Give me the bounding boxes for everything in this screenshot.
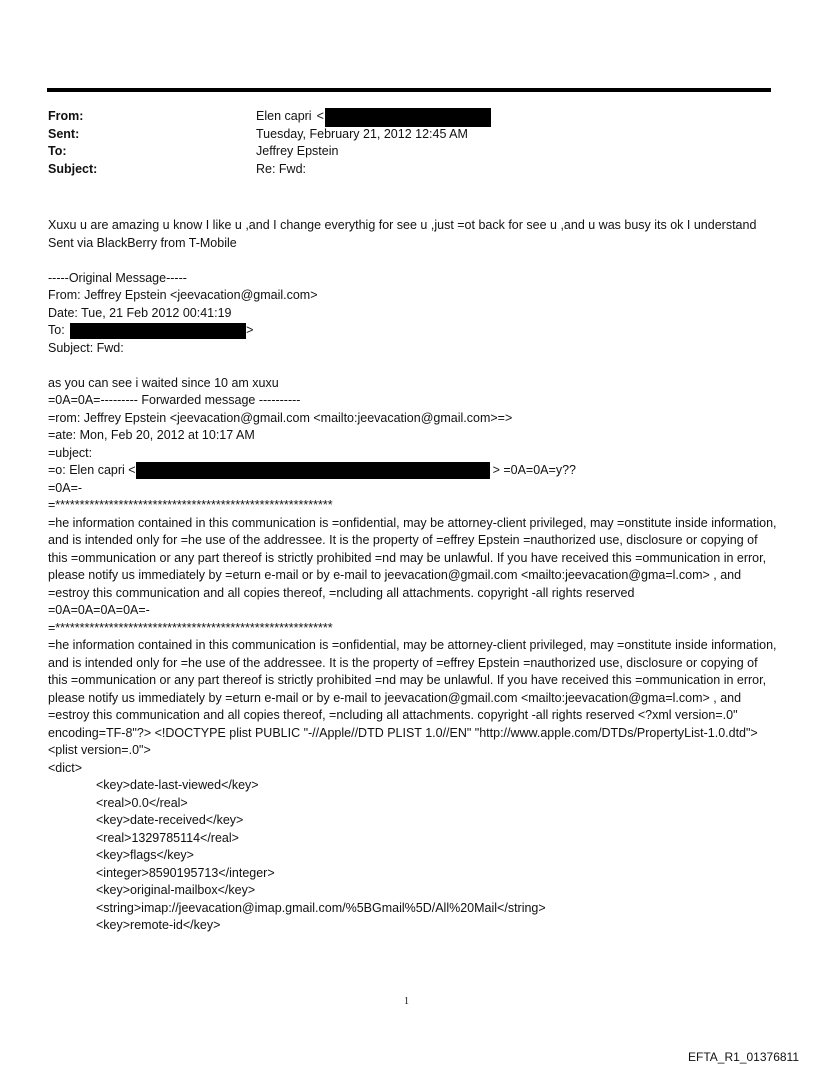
forward-line: =0A=0A=--------- Forwarded message ---------- (48, 393, 301, 407)
redaction-box (70, 323, 246, 339)
forward-to-line (48, 462, 778, 480)
subject-row (48, 161, 491, 179)
forward-line: =rom: Jeffrey Epstein <jeevacation@gmail.com <mailto:jeevacation@gmail.com>=> (48, 410, 513, 425)
plist-line: <key>date-received</key> (96, 813, 244, 827)
separator-line: =0A=0A=0A=0A=- (48, 603, 150, 617)
forward-line: =ate: Mon, Feb 20, 2012 at 10:17 AM (48, 428, 255, 442)
sent-value: Tuesday, February 21, 2012 12:45 AM (256, 126, 468, 141)
email-header (48, 108, 491, 178)
reply-body: Xuxu u are amazing u know I like u ,and I change everythig for see u ,just =ot back for see u ,and u was busy its ok I understand Sent via BlackBerry from T-Mobile (48, 218, 757, 250)
plist-line: <key>flags</key> (96, 848, 194, 862)
redaction-box (136, 462, 490, 479)
email-body (48, 217, 778, 935)
plist-line: <string>imap://jeevacation@imap.gmail.com/%5BGmail%5D/All%20Mail</string> (96, 900, 546, 915)
plist-line: <key>remote-id</key> (96, 918, 221, 932)
plist-line: <key>date-last-viewed</key> (96, 778, 259, 792)
sent-row (48, 126, 491, 144)
header-rule (47, 88, 771, 92)
plist-line: <key>original-mailbox</key> (96, 883, 256, 897)
original-to-suffix: > (246, 323, 254, 337)
dict-open: <dict> (48, 760, 83, 775)
star-separator: =********************************************************* (48, 498, 333, 512)
forward-to-suffix: > =0A=0A=y?? (492, 463, 576, 477)
to-label: To: (48, 144, 67, 158)
star-separator: =********************************************************* (48, 620, 333, 635)
original-to (48, 322, 778, 340)
plist-line: <integer>8590195713</integer> (96, 865, 275, 880)
disclaimer-paragraph: =he information contained in this communication is =onfidential, may be attorney-client privileged, may =onstitute inside information, and is intended only for =he use of the addressee. It is the property of =effrey Epstein =nauthorized use, disclosure or copying of this =ommunication or any part thereof is strictly prohibited =nd may be unlawful. If you have received this =ommunication in error, please notify us immediately by =eturn e-mail or by e-mail to jeevacation@gmail.com <mailto:jeevacation@gma=l.com> , and =estroy this communication and all copies thereof, =ncluding all attachments. copyright -all rights reserved <?xml version=.0" encoding=TF-8"?> <!DOCTYPE plist PUBLIC "-//Apple//DTD PLIST 1.0//EN" "http://www.apple.com/DTDs/PropertyList-1.0.dtd"> (48, 638, 777, 740)
redaction-box (325, 108, 491, 127)
subject-value: Re: Fwd: (256, 161, 307, 176)
sent-label: Sent: (48, 126, 80, 141)
forward-line: =0A=- (48, 480, 83, 495)
from-row (48, 108, 491, 126)
original-from: From: Jeffrey Epstein <jeevacation@gmail.com> (48, 288, 318, 302)
original-subject: Subject: Fwd: (48, 340, 124, 355)
original-divider: -----Original Message----- (48, 270, 187, 285)
original-date: Date: Tue, 21 Feb 2012 00:41:19 (48, 305, 232, 320)
plist-open: <plist version=.0"> (48, 743, 151, 757)
subject-label: Subject: (48, 161, 98, 176)
forward-line: =ubject: (48, 445, 93, 460)
to-value: Jeffrey Epstein (256, 144, 339, 158)
plist-line: <real>0.0</real> (96, 795, 188, 810)
page-number: 1 (404, 996, 409, 1007)
forward-line: as you can see i waited since 10 am xuxu (48, 375, 279, 390)
from-bracket: < (316, 109, 324, 123)
from-value: Elen capri (256, 109, 312, 123)
disclaimer-paragraph: =he information contained in this communication is =onfidential, may be attorney-client privileged, may =onstitute inside information, and is intended only for =he use of the addressee. It is the property of =effrey Epstein =nauthorized use, disclosure or copying of this =ommunication or any part thereof is strictly prohibited =nd may be unlawful. If you have received this =ommunication in error, please notify us immediately by =eturn e-mail or by e-mail to jeevacation@gmail.com <mailto:jeevacation@gma=l.com> , and =estroy this communication and all copies thereof, =ncluding all attachments. copyright -all rights reserved (48, 515, 777, 600)
from-label: From: (48, 109, 84, 123)
original-to-label: To: (48, 323, 65, 337)
bates-number: EFTA_R1_01376811 (688, 1050, 799, 1064)
plist-line: <real>1329785114</real> (96, 830, 239, 845)
forward-to-prefix: =o: Elen capri < (48, 463, 136, 477)
to-row (48, 143, 491, 161)
